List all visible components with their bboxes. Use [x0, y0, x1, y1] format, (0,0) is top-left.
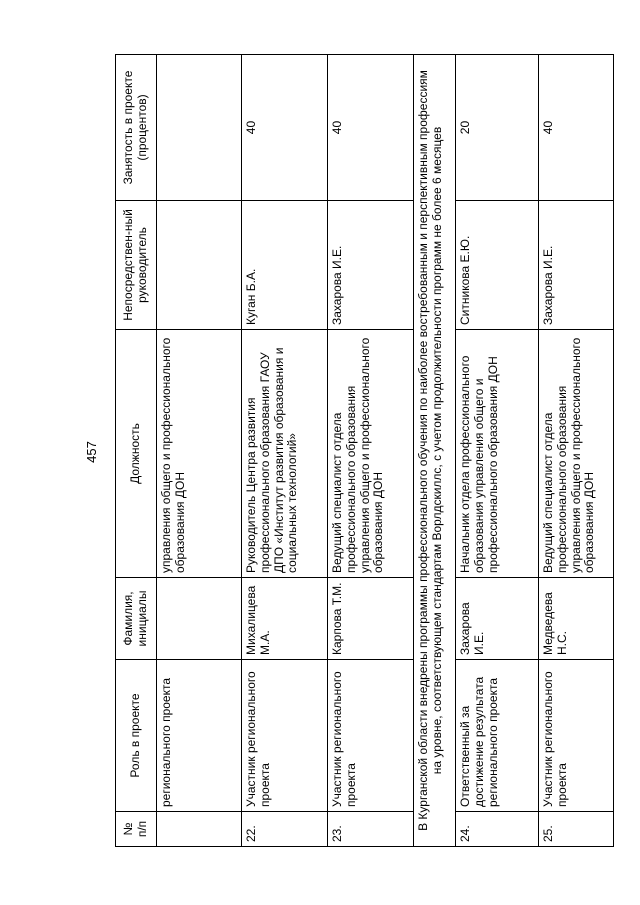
row-position: Руководитель Центра развития профессионального образования ГАОУ ДПО «Институт развития образования и социальных технологий» — [242, 330, 328, 578]
row-name: Карпова Т.М. — [328, 578, 414, 660]
row-employment — [157, 55, 242, 201]
row-role: регионального проекта — [157, 660, 242, 812]
row-role: Участник регионального проекта — [242, 660, 328, 812]
table-row — [328, 55, 414, 847]
header-name: Фамилия, инициалы — [116, 578, 157, 660]
row-num: 23. — [328, 812, 414, 847]
row-manager: Куган Б.А. — [242, 201, 328, 330]
row-position: Начальник отдела профессионального образования управления общего и профессионального образования ДОН — [456, 330, 539, 578]
row-manager — [157, 201, 242, 330]
row-employment: 20 — [456, 55, 539, 201]
section-row — [414, 55, 456, 847]
row-manager: Ситникова Е.Ю. — [456, 201, 539, 330]
row-position: Ведущий специалист отдела профессионального образования управления общего и профессионального образования ДОН — [539, 330, 614, 578]
page-number: 457 — [84, 441, 99, 463]
table-row — [456, 55, 539, 847]
row-name — [157, 578, 242, 660]
table-header-row — [116, 55, 157, 847]
header-employment: Занятость в проекте (процентов) — [116, 55, 157, 201]
row-name: Медведева Н.С. — [539, 578, 614, 660]
table-row — [539, 55, 614, 847]
table-row — [242, 55, 328, 847]
row-employment: 40 — [328, 55, 414, 201]
header-position: Должность — [116, 330, 157, 578]
project-team-table — [115, 54, 614, 847]
row-role: Участник регионального проекта — [539, 660, 614, 812]
row-employment: 40 — [242, 55, 328, 201]
header-role: Роль в проекте — [116, 660, 157, 812]
row-manager: Захарова И.Е. — [539, 201, 614, 330]
row-role: Участник регионального проекта — [328, 660, 414, 812]
row-num: 24. — [456, 812, 539, 847]
row-num: 22. — [242, 812, 328, 847]
header-manager: Непосредствен-ный руководитель — [116, 201, 157, 330]
row-position: Ведущий специалист отдела профессионального образования управления общего и профессионального образования ДОН — [328, 330, 414, 578]
row-name: Михалицева М.А. — [242, 578, 328, 660]
header-num: № п/п — [116, 812, 157, 847]
table-row — [157, 55, 242, 847]
row-position: управления общего и профессионального образования ДОН — [157, 330, 242, 578]
rotated-page-content — [115, 55, 613, 847]
section-result-text: В Курганской области внедрены программы профессионального обучения по наиболее востребованным и перспективным профессиям на уровне, соответствующем стандартам Ворлдскиллс, с учетом продолжительности программ не более 6 месяцев — [414, 55, 456, 847]
row-num: 25. — [539, 812, 614, 847]
row-num — [157, 812, 242, 847]
row-role: Ответственный за достижение результата регионального проекта — [456, 660, 539, 812]
row-employment: 40 — [539, 55, 614, 201]
row-name: Захарова И.Е. — [456, 578, 539, 660]
row-manager: Захарова И.Е. — [328, 201, 414, 330]
